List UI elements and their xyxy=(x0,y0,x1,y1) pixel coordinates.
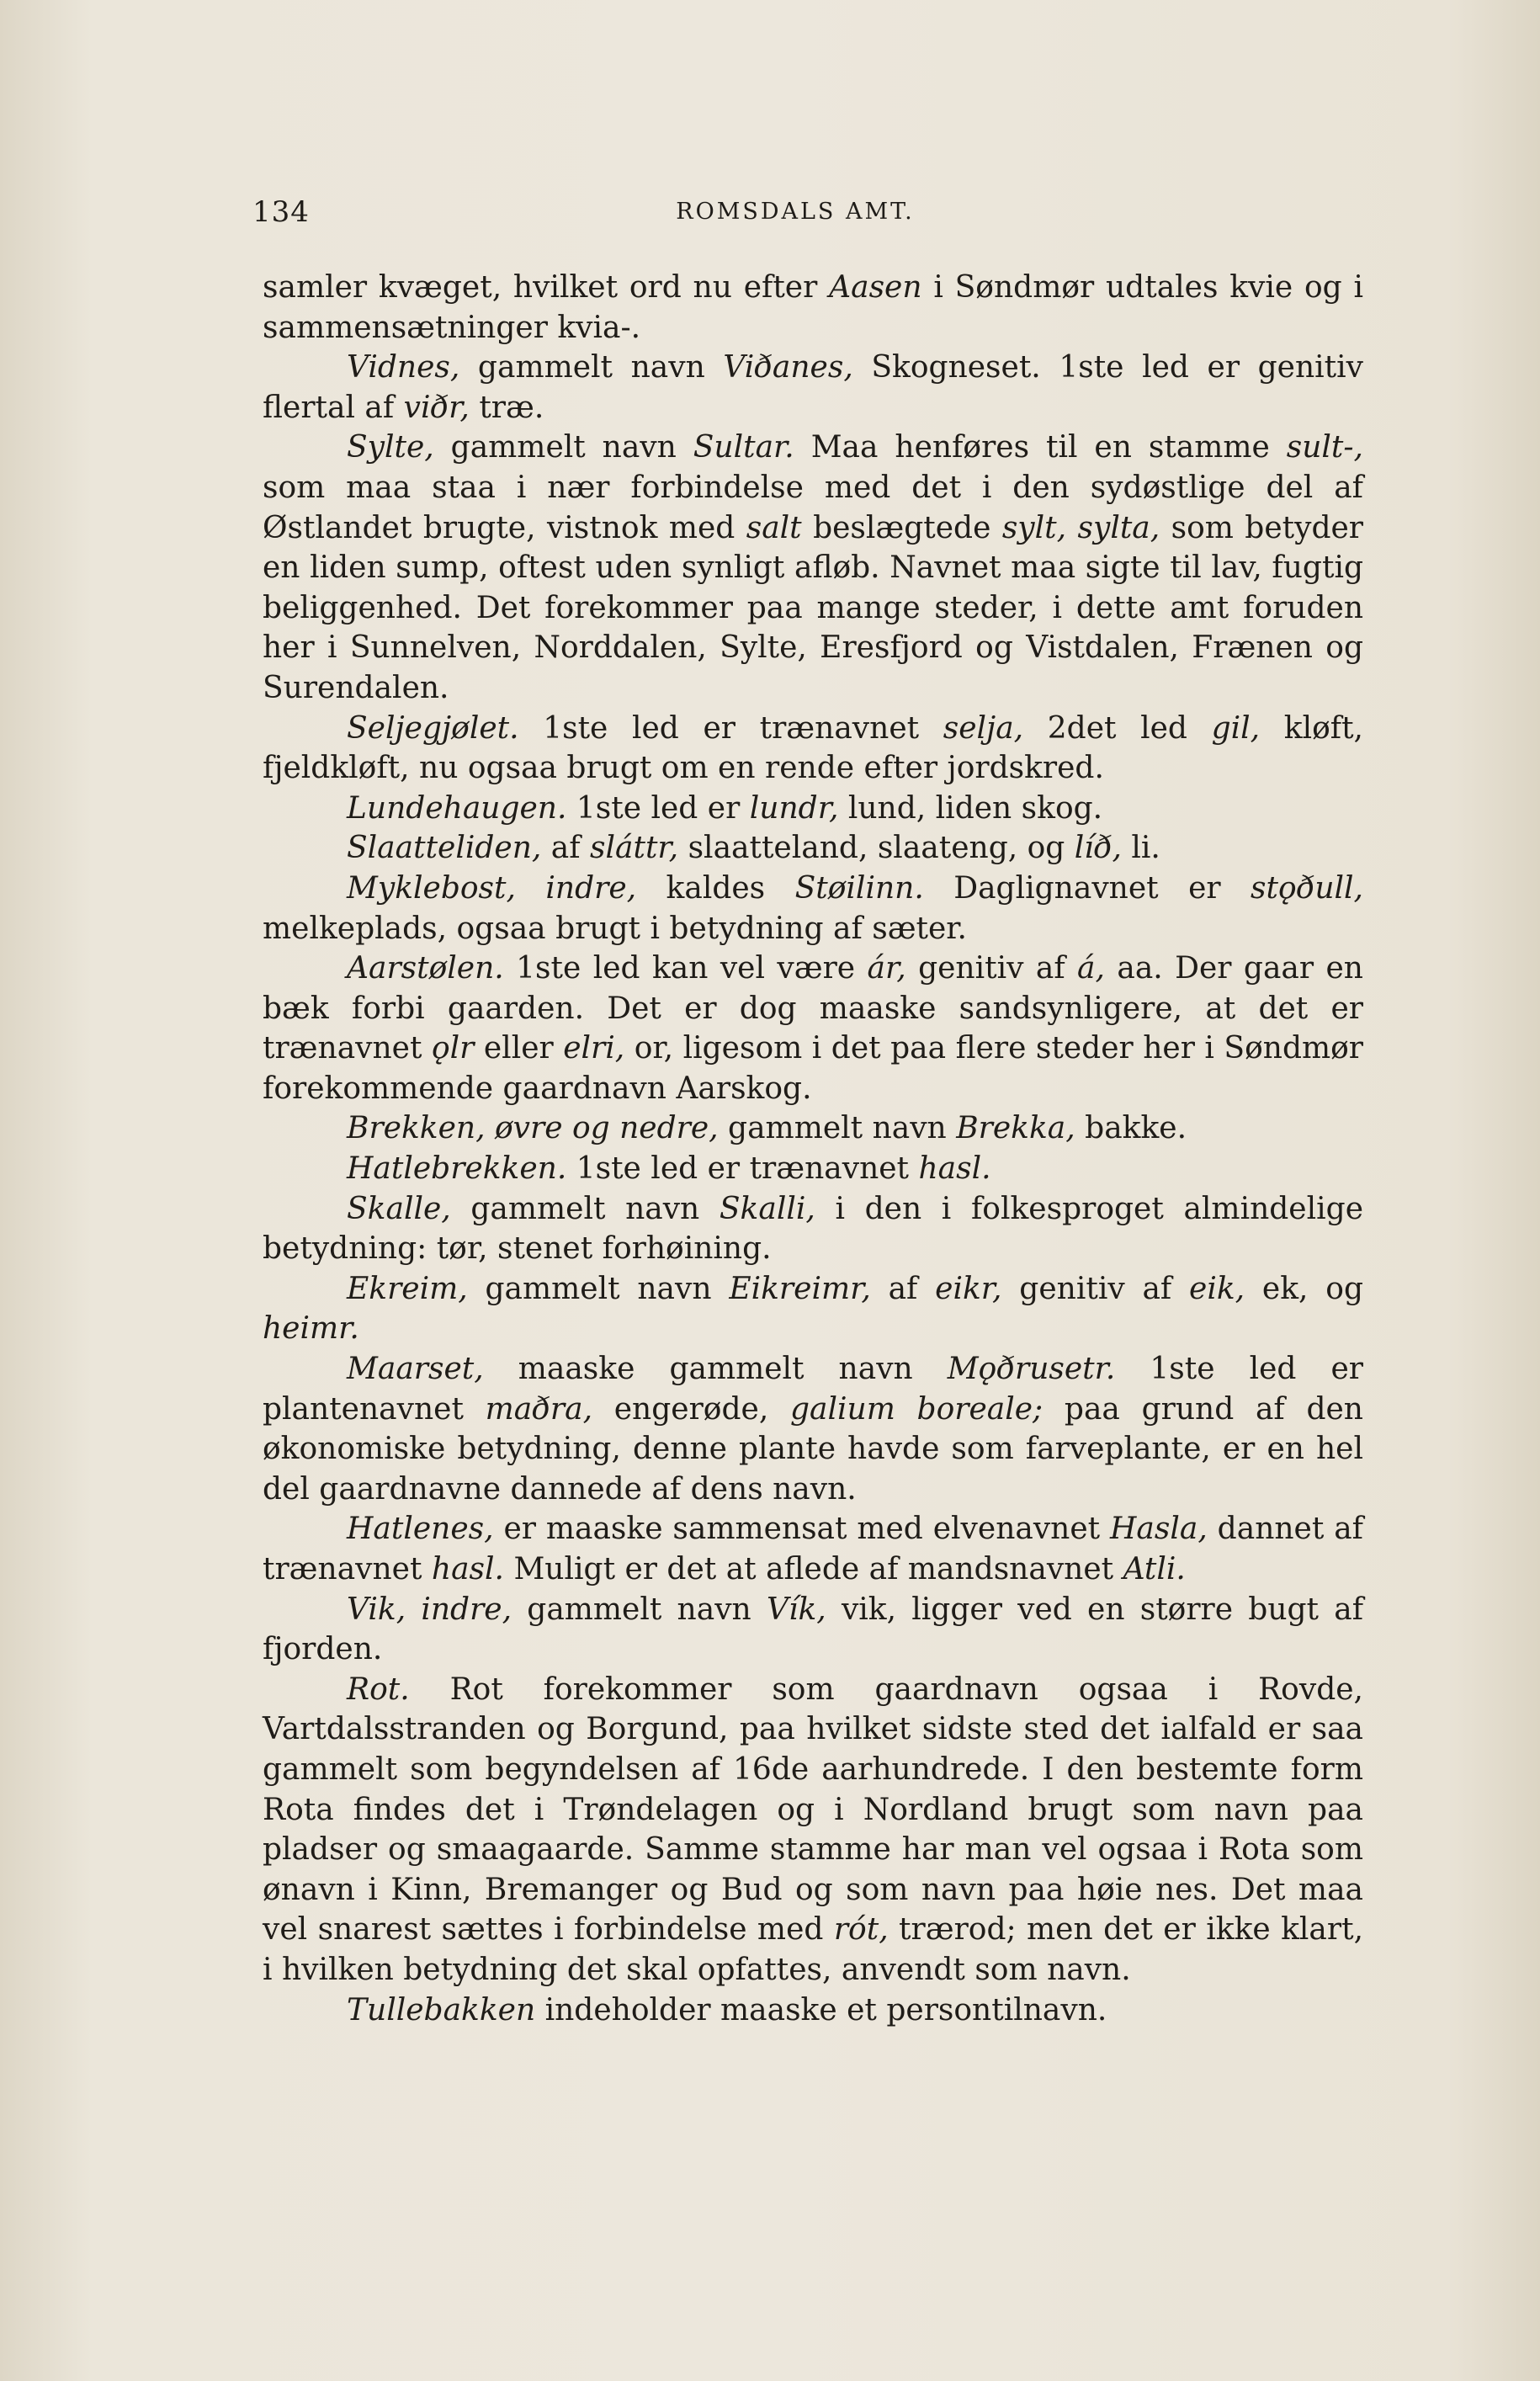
text-run: ek, og xyxy=(1245,1271,1363,1306)
text-run: bakke. xyxy=(1075,1111,1187,1146)
text-run: gammelt navn xyxy=(433,430,693,465)
text-run: Maa henføres til en stamme xyxy=(794,430,1287,465)
italic-term: Aasen xyxy=(829,270,922,305)
text-run: engerøde, xyxy=(592,1391,790,1427)
italic-term: Maarset, xyxy=(347,1352,484,1387)
italic-term: selja, xyxy=(943,710,1024,746)
italic-term: salt xyxy=(746,510,802,545)
paragraph-p0 xyxy=(263,268,1363,348)
text-run: gammelt navn xyxy=(512,1592,767,1627)
text-run xyxy=(1066,511,1077,545)
italic-term: Tullebakken xyxy=(347,1992,536,2028)
italic-term: sult-, xyxy=(1286,430,1363,465)
italic-term: Vik, indre, xyxy=(347,1592,512,1627)
text-run: melkeplads, ogsaa brugt i betydning af sæter. xyxy=(263,911,967,946)
text-run: samler kvæget, hvilket ord nu efter xyxy=(263,270,830,305)
page-number: 134 xyxy=(252,195,310,229)
italic-term: viðr, xyxy=(403,390,470,425)
paragraph-brekken xyxy=(263,1108,1363,1149)
italic-term: Brekka, xyxy=(956,1111,1075,1146)
italic-term: Støilinn. xyxy=(794,870,924,906)
text-run: trærod; men det er ikke klart, i hvilken betydning det skal opfattes, anvendt som navn. xyxy=(263,1912,1364,1987)
italic-term: líð, xyxy=(1074,831,1122,866)
text-run: vik, ligger ved en større bugt af fjorden. xyxy=(263,1592,1364,1667)
text-run: 1ste led er trænavnet xyxy=(518,710,943,746)
text-run: i Søndmør udtales kvie og i sammensætninger kvia-. xyxy=(263,270,1364,345)
italic-term: Hatlebrekken. xyxy=(347,1151,567,1187)
italic-term: ár, xyxy=(867,951,906,986)
text-run: maaske gammelt navn xyxy=(483,1352,948,1387)
text-run: af xyxy=(541,831,591,866)
italic-term: gil, xyxy=(1211,710,1261,746)
text-run: gammelt navn xyxy=(459,350,724,385)
paragraph-vik xyxy=(263,1590,1363,1670)
text-run: i den i folkesproget almindelige betydning: tør, stenet forhøining. xyxy=(263,1191,1363,1267)
text-run: genitiv af xyxy=(1001,1271,1190,1306)
text-run: eller xyxy=(474,1031,564,1066)
text-run: dannet af trænavnet xyxy=(263,1512,1363,1586)
paragraph-myklebost xyxy=(263,869,1363,949)
italic-term: Vidnes, xyxy=(347,350,460,385)
italic-term: hasl. xyxy=(918,1151,991,1187)
italic-term: Vík, xyxy=(766,1592,826,1627)
text-run: gammelt navn xyxy=(450,1191,720,1226)
italic-term: stǫðull, xyxy=(1251,870,1363,906)
text-run: kaldes xyxy=(636,870,795,906)
text-run: 2det led xyxy=(1023,710,1212,746)
italic-term: Skalle, xyxy=(347,1191,451,1226)
text-run: som maa staa i nær forbindelse med det i den sydøstlige del af Østlandet brugte, vistnok med xyxy=(263,470,1363,545)
text-run: li. xyxy=(1121,831,1160,866)
italic-term: Skalli, xyxy=(719,1191,815,1226)
italic-term: heimr. xyxy=(263,1311,359,1347)
text-run: Daglignavnet er xyxy=(923,870,1251,906)
italic-term: ǫlr xyxy=(431,1031,475,1066)
italic-term: Mǫðrusetr. xyxy=(947,1352,1116,1387)
text-run: træ. xyxy=(469,390,544,425)
italic-term: sylta, xyxy=(1077,510,1160,545)
text-run: som betyder en liden sump, oftest uden synligt afløb. Navnet maa sigte til lav, fugtig beliggenhed. Det forekommer paa mange steder, i dette amt foruden her i Sunnelven, Norddalen, Sylte, Eresfjord og Vistdalen, Frænen og Surendalen. xyxy=(263,510,1364,705)
paragraph-hatlenes xyxy=(263,1509,1363,1589)
italic-term: Eikreimr, xyxy=(729,1271,871,1306)
text-run: slaatteland, slaateng, og xyxy=(678,831,1075,866)
italic-term: eik, xyxy=(1189,1271,1245,1306)
italic-term: á, xyxy=(1077,951,1105,986)
text-run: genitiv af xyxy=(905,951,1078,986)
paragraph-sylte xyxy=(263,428,1363,708)
text-run: kløft, fjeldkløft, nu ogsaa brugt om en rende efter jordskred. xyxy=(263,710,1363,786)
italic-term: Slaatteliden, xyxy=(347,831,542,866)
italic-term: Brekken, øvre og nedre, xyxy=(347,1111,719,1146)
running-head: ROMSDALS AMT. xyxy=(676,199,915,225)
italic-term: Ekreim, xyxy=(347,1271,468,1306)
italic-term: hasl. xyxy=(431,1552,504,1586)
italic-term: Atli. xyxy=(1123,1552,1186,1586)
paragraph-hatlebrekken xyxy=(263,1149,1363,1189)
italic-term: maðra, xyxy=(485,1391,593,1427)
italic-term: Seljegjølet. xyxy=(347,710,519,746)
text-run: 1ste led er xyxy=(566,790,750,826)
italic-term: eikr, xyxy=(935,1271,1002,1306)
paragraph-maarset xyxy=(263,1349,1363,1509)
italic-term: Viðanes, xyxy=(723,350,853,385)
italic-term: Hasla, xyxy=(1110,1512,1208,1547)
paragraph-lundehaugen xyxy=(263,789,1363,829)
italic-term: lundr, xyxy=(749,790,839,826)
italic-term: Sultar. xyxy=(693,430,794,465)
paragraph-aarstolen xyxy=(263,949,1363,1108)
italic-term: rót, xyxy=(833,1912,889,1948)
text-run: beslægtede xyxy=(801,510,1002,545)
text-run: paa grund af den økonomiske betydning, denne plante havde som farveplante, er en hel del gaardnavne dannede af dens navn. xyxy=(263,1391,1363,1507)
italic-term: Myklebost, indre, xyxy=(347,870,637,906)
text-run: lund, liden skog. xyxy=(838,790,1103,826)
text-run: Skogneset. 1ste led er genitiv flertal af xyxy=(263,350,1363,425)
paragraph-seljegjolet xyxy=(263,709,1363,789)
italic-term: sylt, xyxy=(1001,510,1067,545)
text-run: 1ste led er plantenavnet xyxy=(263,1352,1364,1427)
body-text xyxy=(263,268,1363,2030)
text-run: indeholder maaske et persontilnavn. xyxy=(535,1992,1107,2028)
text-run: 1ste led er trænavnet xyxy=(566,1151,919,1187)
text-run: gammelt navn xyxy=(718,1111,957,1146)
italic-term: sláttr, xyxy=(590,831,679,866)
page-header xyxy=(252,195,1338,237)
text-run: 1ste led kan vel være xyxy=(503,951,868,986)
text-run: gammelt navn xyxy=(467,1271,730,1306)
text-run: Muligt er det at aflede af mandsnavnet xyxy=(504,1552,1123,1586)
italic-term: galium boreale; xyxy=(789,1391,1043,1427)
paragraph-vidnes xyxy=(263,348,1363,428)
italic-term: elri, xyxy=(563,1031,625,1066)
italic-term: Rot. xyxy=(347,1671,410,1707)
paragraph-tullebakken xyxy=(263,1990,1363,2031)
italic-term: Sylte, xyxy=(347,430,434,465)
paragraph-ekreim xyxy=(263,1269,1363,1349)
text-run: er maaske sammensat med elvenavnet xyxy=(493,1512,1111,1547)
italic-term: Aarstølen. xyxy=(347,951,504,986)
italic-term: Lundehaugen. xyxy=(347,790,567,826)
paragraph-slaatteliden xyxy=(263,828,1363,869)
italic-term: Hatlenes, xyxy=(347,1512,494,1547)
paragraph-skalle xyxy=(263,1189,1363,1269)
text-run: Rot forekommer som gaardnavn ogsaa i Rovde, Vartdalsstranden og Borgund, paa hvilket sidste sted det ialfald er saa gammelt som begyndelsen af 16de aarhundrede. I den bestemte form Rota findes det i Trøndelagen og i Nordland brugt som navn paa pladser og smaagaarde. Samme stamme har man vel ogsaa i Rota som ønavn i Kinn, Bremanger og Bud og som navn paa høie nes. Det maa vel snarest sættes i forbindelse med xyxy=(263,1671,1363,1948)
text-run: aa. Der gaar en bæk forbi gaarden. Det er dog maaske sandsynligere, at det er trænavnet xyxy=(263,951,1363,1066)
text-run: or, ligesom i det paa flere steder her i Søndmør forekommende gaardnavn Aarskog. xyxy=(263,1031,1364,1106)
paragraph-rot xyxy=(263,1670,1363,1990)
text-run: af xyxy=(870,1271,936,1306)
